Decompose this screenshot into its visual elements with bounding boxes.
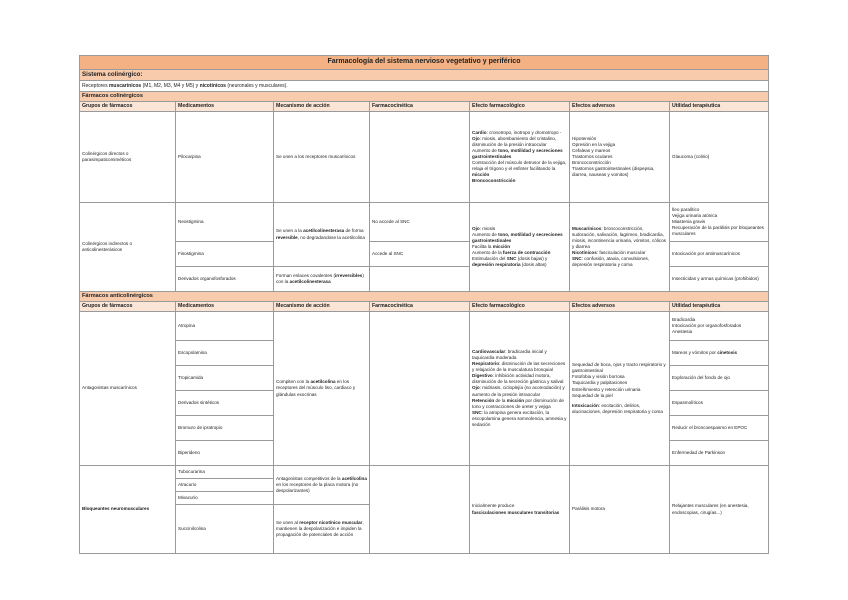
efecto-d6-b: Broncoconstricción	[472, 178, 516, 184]
med-neostigmina: Neostigmina	[176, 203, 274, 242]
adv-i1-t: : fasciculación muscular	[596, 250, 646, 256]
med-atracurio: Atracurio	[176, 479, 274, 492]
adv-i0-b: Muscarínicos	[572, 225, 602, 231]
adv-a3: Estreñimiento y retención urinaria	[572, 386, 641, 392]
util-at-0: Bradicardia	[672, 316, 696, 322]
mec-ant-post: en los receptores del músculo liso, cardiaco y glándulas exocrinas	[276, 379, 356, 397]
efecto-a5-t: por disminución de tono y contracciones de ureter y vejiga	[472, 397, 564, 409]
util-esc-b: cinetosis	[717, 349, 738, 355]
receptores-prefix: Receptores	[82, 82, 109, 89]
adv-a0: Sequedad de boca, ojos y tracto respiratorio y gastrointestinal	[572, 362, 666, 374]
efecto-i6-b: fuerza de contracción	[502, 250, 551, 256]
adv-a6-b: Intoxicación	[572, 402, 599, 408]
efecto-i9-t: (dosis altas)	[520, 262, 547, 268]
header-mecanismo: Mecanismo de acción	[274, 102, 370, 112]
grupo-antagonistas: Antagonistas muscarínicos	[80, 312, 176, 466]
med-organofosforados: Derivados organofosforados	[176, 267, 274, 292]
efecto-indirectos	[470, 203, 570, 292]
receptores-mid: (M1, M2, M3, M4 y M5) y	[141, 82, 200, 89]
efecto-bloqueantes	[470, 466, 570, 554]
efecto-i5-t: Aumento de la	[472, 250, 503, 256]
header2-mecanismo: Mecanismo de acción	[274, 302, 370, 312]
efecto-a5-b: micción	[506, 397, 525, 403]
med-escopolamina: Escopolamina	[176, 341, 274, 366]
mec-org-b1: irreversibles	[334, 272, 363, 278]
efecto-a4-b: Retención	[472, 397, 495, 403]
adv-d4: Broncoconstricción	[572, 160, 611, 166]
header-efecto: Efecto farmacológico	[470, 102, 570, 112]
header-row-anticolinergicos	[80, 302, 769, 312]
adv-d0: Hipotensión	[572, 135, 597, 141]
efecto-a1-b: Respiratorio	[472, 361, 500, 367]
grupo-bloqueantes	[80, 466, 176, 554]
adv-i2-b: SNC	[572, 256, 582, 262]
adv-a2: Taquicardia y palpitaciones	[572, 380, 628, 386]
mec-bl1-b: acetilcolina	[341, 475, 367, 481]
mec-org-b2: acetilcolinesterasa	[289, 279, 331, 284]
grupo-directos: Colinérgicos directos o parasimpaticomiméticos	[80, 112, 176, 203]
adversos-directos	[570, 112, 670, 203]
efecto-d1-t: : miosis, abombamiento del cristalino, disminución de la presión intraocular	[472, 135, 557, 147]
med-biperideno: Biperideno	[176, 441, 274, 466]
efecto-i8-b: SNC	[506, 256, 517, 262]
util-bloqueantes: Relajantes musculares (en anestesia, endoscopias, cirugías...)	[670, 466, 769, 554]
util-biperideno: Enfermedad de Parkinson	[670, 441, 769, 466]
section-anticolinergicos: Fármacos anticolinérgicos	[80, 292, 769, 302]
mec-neo-mid: de forma	[344, 228, 364, 234]
efecto-d3-b: tono, motilidad y secreciones gastrointestinales	[472, 147, 563, 159]
grupo-indirectos: Colinérgicos indirectos o anticolinesterásicos	[80, 203, 176, 292]
efecto-i7-t: Estimulación del	[472, 256, 507, 262]
efecto-a1-t: : disminución de las secreciones y relajación de la musculatura bronquial	[472, 361, 566, 373]
efecto-i3-t: Facilita la	[472, 243, 493, 249]
efecto-directos	[470, 112, 570, 203]
util-escopolamina	[670, 341, 769, 366]
mec-org-mid: ) con la	[276, 272, 364, 284]
efecto-a3-b: Ojo	[472, 385, 480, 391]
pharmacology-table	[79, 55, 769, 554]
efecto-a3-t: : midriasis, cicloplejía (no acomodación) y aumento de la presión intraocular	[472, 385, 565, 397]
mec-bl1-pre: Antagonistas competitivos de la	[276, 475, 342, 481]
header-adversos: Efectos adversos	[570, 102, 670, 112]
mec-directos: Se unen a los receptores muscarínicos	[274, 112, 370, 203]
med-atropina: Atropina	[176, 312, 274, 341]
adversos-indirectos	[570, 203, 670, 292]
util-neo-0: Íleo paralítico	[672, 206, 700, 212]
table-title: Farmacología del sistema nervioso vegetativo y periférico	[80, 56, 769, 70]
header2-adversos: Efectos adversos	[570, 302, 670, 312]
efecto-a6-b: SNC	[472, 409, 482, 415]
efecto-i1-t: Aumento de	[472, 231, 499, 237]
receptores-text	[80, 81, 769, 92]
mec-neo-pre: Se unen a la	[276, 228, 304, 234]
med-derivados-sinteticos: Derivados sintéticos	[176, 391, 274, 416]
efecto-bl-b: fasciculaciones musculares transitorias	[472, 509, 560, 515]
header2-farmacocinetica: Farmacocinética	[370, 302, 470, 312]
adv-i1-b: Nicotínicos	[572, 250, 597, 256]
adv-d1: Opresión en la vejiga	[572, 141, 616, 147]
util-fisostigmina: Intoxicación por antimuscarínicos	[670, 242, 769, 267]
med-mivacurio: Mivacurio	[176, 492, 274, 505]
adv-a4: Sequedad de la piel	[572, 392, 613, 398]
util-at-1: Intoxicación por organofosforados	[672, 322, 742, 328]
adv-i2-t: : confusión, ataxia, convulsiones, depresión respiratoria y coma	[572, 256, 650, 268]
efecto-i8-t: (dosis bajas) y	[516, 256, 548, 262]
mec-neo-b2: reversible	[276, 234, 298, 240]
adv-d5: Trastornos gastrointestinales (dispepsia, diarrea, nauseas y vomitos)	[572, 166, 655, 178]
util-derivados-sinteticos: Espasmolíticos	[670, 391, 769, 416]
header-row-colinergicos	[80, 102, 769, 112]
section-sistema-colinergico: Sistema colinérgico:	[80, 70, 769, 81]
efecto-i0-t: : miosis	[479, 225, 496, 231]
spreadsheet	[79, 55, 768, 554]
efecto-a6-t: : la atropina genera excitación, la escopolamina genera somnolencia, amnesia y sedación	[472, 409, 567, 428]
row-atropina	[80, 312, 769, 341]
grupo-bloqueantes-label: Bloqueantes neuromusculares	[82, 506, 150, 512]
med-ipratropio: Bromuro de ipratropio	[176, 416, 274, 441]
efecto-antagonistas	[470, 312, 570, 466]
util-organofosforados: Insecticidas y armas químicas (prohibidos)	[670, 267, 769, 292]
util-neo-3: Recuperación de la parálisis por bloqueantes musculares	[672, 225, 764, 237]
mec-bl2-b: receptor nicotínico muscular	[299, 519, 363, 525]
util-neostigmina	[670, 203, 769, 242]
efecto-d0-t: : cronotropo, inotropo y dromotropo -	[486, 129, 562, 135]
header2-medicamentos: Medicamentos	[176, 302, 274, 312]
adv-d3: Trastornos oculares	[572, 153, 613, 159]
section-colinergicos: Fármacos colinérgicos	[80, 92, 769, 102]
med-succinilcolina: Succinilcolina	[176, 505, 274, 554]
mec-ant-b: acetilcolina	[310, 379, 336, 385]
efecto-a2-t: : inhibición actividad motora, disminución de la secreción gástrica y salival	[472, 373, 564, 385]
farm-antagonistas	[370, 312, 470, 466]
header-utilidad: Utilidad terapéutica	[670, 102, 769, 112]
receptores-muscarinicos: muscarínicos	[108, 82, 142, 89]
med-fisostigmina: Fisostigmina	[176, 242, 274, 267]
med-tropicamida: Tropicamida	[176, 366, 274, 391]
header-medicamentos: Medicamentos	[176, 102, 274, 112]
adv-i0-t: : broncoconstricción, sudoración, salivación, lagrimeo, bradicardia, miosis, incontinencia urinaria, vómitos, cólicos y diarrea	[572, 225, 666, 249]
efecto-d0-b: Cardio	[472, 129, 487, 135]
farm-fisostigmina: Accede al SNC	[370, 242, 470, 267]
util-tropicamida: Exploración del fondo de ojo	[670, 366, 769, 391]
header-farmacocinetica: Farmacocinética	[370, 102, 470, 112]
efecto-i0-b: Ojo	[472, 225, 480, 231]
mec-despolarizantes	[274, 505, 370, 554]
util-ipratropio: Reducir el broncoespasmo en EPOC	[670, 416, 769, 441]
efecto-d4-t: Contracción del músculo detrusor de la vejiga, relaja el trígono y el esfinter facilitando la	[472, 160, 567, 172]
header2-utilidad: Utilidad terapéutica	[670, 302, 769, 312]
efecto-a2-b: Digestivo	[472, 373, 493, 379]
farm-organofosforados	[370, 267, 470, 292]
util-at-2: Anestesia	[672, 329, 693, 335]
mec-neo-b1: acetilcolinesterasa	[303, 228, 345, 234]
efecto-a0-t: : bradicardia inicial y taquicardia moderada	[472, 348, 547, 360]
med-tubocurarina: Tubocurarina	[176, 466, 274, 479]
farm-directos	[370, 112, 470, 203]
mec-neo-post: , no degradandose la acetilcolina	[297, 234, 365, 240]
med-pilocarpina: Pilocarpina	[176, 112, 274, 203]
farm-bloqueantes	[370, 466, 470, 554]
efecto-a0-b: Cardiovascular	[472, 348, 506, 354]
util-directos: Glaucoma (colirio)	[670, 112, 769, 203]
mec-no-despolarizantes	[274, 466, 370, 505]
header2-efecto: Efecto farmacológico	[470, 302, 570, 312]
efecto-i4-b: micción	[492, 243, 511, 249]
util-esc-pre: Mareos y vómitos por	[672, 349, 718, 355]
receptores-suffix: (neuronales y musculares).	[225, 82, 288, 89]
row-tubocurarina	[80, 466, 769, 479]
header2-grupos: Grupos de fármacos	[80, 302, 176, 312]
mec-organofosforados	[274, 267, 370, 292]
util-atropina	[670, 312, 769, 341]
adv-d2: Cefaleas y mareos	[572, 147, 611, 153]
adv-a6-t: : excitación, delirios, alucinaciones, depresión respiratoria y coma	[572, 402, 663, 414]
mec-bl1-post: en los receptores de la placa motora (no despolarizantes)	[276, 481, 359, 494]
adversos-bloqueantes: Parálisis motora	[570, 466, 670, 554]
mec-ant-pre: Compiten con la	[276, 379, 311, 385]
row-neostigmina	[80, 203, 769, 242]
efecto-bl-pre: Inicialmente produce	[472, 503, 515, 509]
efecto-d1-b: Ojo	[472, 135, 480, 141]
mec-bl2-post: , mantienen la despolarización e impiden la propagación de potenciales de acción	[276, 519, 364, 538]
efecto-d5-b: micción	[472, 172, 490, 178]
util-neo-1: Vejiga urinaria atónica	[672, 212, 718, 218]
mec-neostigmina	[274, 203, 370, 267]
adversos-antagonistas	[570, 312, 670, 466]
receptores-nicotinicos: nicotínicos	[199, 82, 226, 89]
efecto-a4-t: de la	[494, 397, 507, 403]
efecto-d2-t: Aumento de	[472, 147, 499, 153]
adv-a1: Fotofobia y visión borrosa	[572, 374, 625, 380]
mec-org-pre: Forman enlaces covalentes (	[276, 272, 335, 278]
efecto-i9-b: depresión respiratoria	[472, 262, 521, 268]
mec-bl2-pre: Se unen al	[276, 519, 300, 525]
util-neo-2: Miastenia gravis	[672, 218, 706, 224]
header-grupos: Grupos de fármacos	[80, 102, 176, 112]
farm-neostigmina: No accede al SNC	[370, 203, 470, 242]
mec-antagonistas	[274, 312, 370, 466]
row-directos	[80, 112, 769, 203]
efecto-i2-b: tono, motilidad y secreciones gastrointestinales	[472, 231, 563, 243]
